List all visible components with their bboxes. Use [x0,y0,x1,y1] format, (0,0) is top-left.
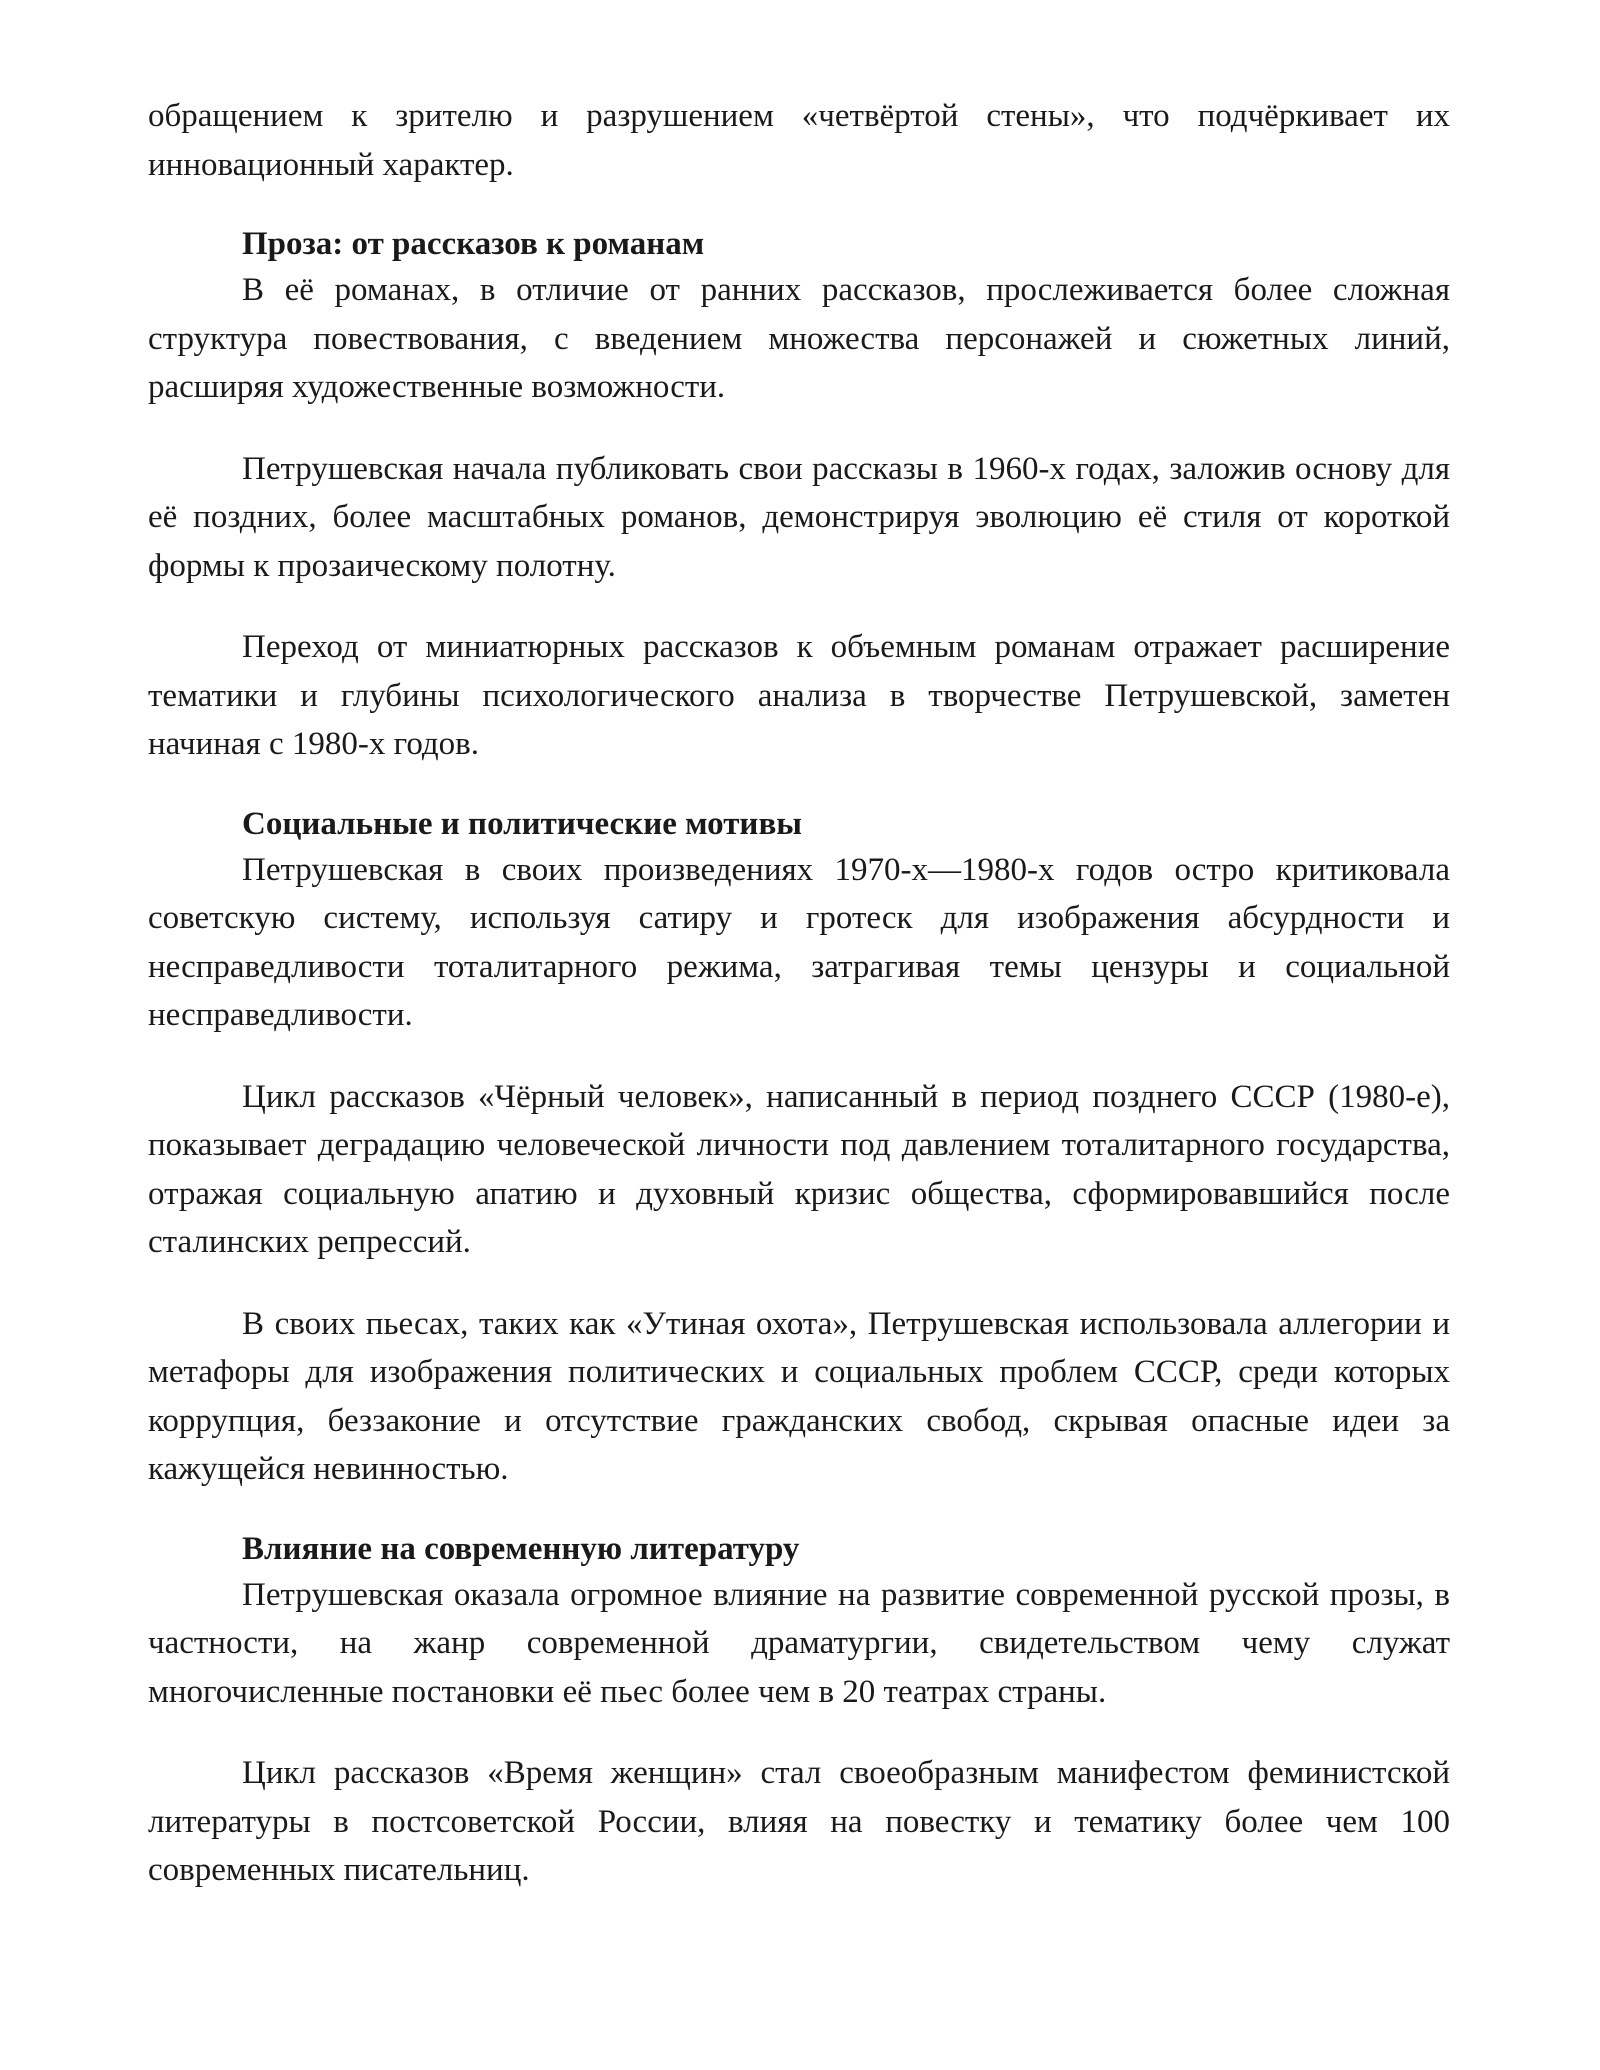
paragraph-influence-prose: Петрушевская оказала огромное влияние на развитие современной русской прозы, в частности, на жанр современной драматургии, свидетельством чему служат многочисленные постановки её пьес более чем в 20 театрах страны. [148,1576,1450,1710]
document-page [148,92,1450,1928]
paragraph-publishing-1960s: Петрушевская начала публиковать свои рассказы в 1960-х годах, заложив основу для её поздних, более масштабных романов, демонстрируя эволюцию её стиля от короткой формы к прозаическому полотну. [148,450,1450,584]
paragraph-soviet-critique: Петрушевская в своих произведениях 1970-х—1980-х годов остро критиковала советскую систему, используя сатиру и гротеск для изображения абсурдности и несправедливости тоталитарного режима, затрагивая темы цензуры и социальной несправедливости. [148,851,1450,1033]
heading-influence: Влияние на современную литературу [242,1530,800,1567]
paragraph-transition-to-novels: Переход от миниатюрных рассказов к объемным романам отражает расширение тематики и глубины психологического анализа в творчестве Петрушевской, заметен начиная с 1980-х годов. [148,629,1450,762]
paragraph-intro-continuation: обращением к зрителю и разрушением «четвёртой стены», что подчёркивает их инновационный характер. [148,98,1450,183]
paragraph-novels-structure: В её романах, в отличие от ранних рассказов, прослеживается более сложная структура повествования, с введением множества персонажей и сюжетных линий, расширяя художественные возможности. [148,272,1450,405]
paragraph-womens-time-cycle: Цикл рассказов «Время женщин» стал своеобразным манифестом феминистской литературы в постсоветской России, влияя на повестку и тематику более чем 100 современных писательниц. [148,1755,1450,1888]
paragraph-plays-allegory: В своих пьесах, таких как «Утиная охота», Петрушевская использовала аллегории и метафоры для изображения политических и социальных проблем СССР, среди которых коррупция, беззаконие и отсутствие гражданских свобод, скрывая опасные идеи за кажущейся невинностью. [148,1305,1450,1487]
paragraph-black-man-cycle: Цикл рассказов «Чёрный человек», написанный в период позднего СССР (1980-е), показывает деградацию человеческой личности под давлением тоталитарного государства, отражая социальную апатию и духовный кризис общества, сформировавшийся после сталинских репрессий. [148,1078,1450,1260]
heading-social-political: Социальные и политические мотивы [242,805,803,842]
heading-prose: Проза: от рассказов к романам [242,226,705,262]
